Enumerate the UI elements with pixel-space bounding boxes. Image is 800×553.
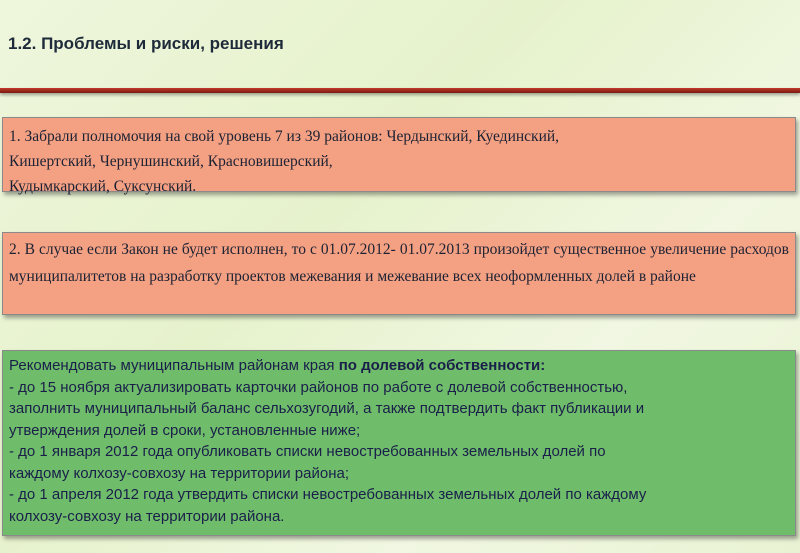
solution-line-3: утверждения долей в сроки, установленные ниже; — [9, 421, 361, 439]
solution-intro-bold: по долевой собственности: — [338, 357, 546, 374]
problem-2-text: 2. В случае если Закон не будет исполнен, то с 01.07.2012- 01.07.2013 произойдет существенное увеличение расходов муниципалитетов на разработку проектов межевания и межевание всех неоформленных долей в районе — [9, 241, 789, 285]
solution-line-4: - до 1 января 2012 года опубликовать списки невостребованных земельных долей по — [9, 443, 606, 460]
solution-line-6: - до 1 апреля 2012 года утвердить списки невостребованных земельных долей по каждому — [9, 486, 647, 503]
solution-line-1: - до 15 ноября актуализировать карточки районов по работе с долевой собственностью, — [9, 378, 628, 396]
slide-title: 1.2. Проблемы и риски, решения — [8, 34, 284, 53]
solution-line-5: каждому колхозу-совхозу на территории района; — [9, 464, 349, 482]
problem-1-line-2: Кишертский, Чернушинский, Красновишерский, — [9, 153, 333, 170]
solution-line-2: заполнить муниципальный баланс сельхозугодий, а также подтвердить факт публикации и — [9, 400, 645, 417]
solution-line-7: колхозу-совхозу на территории района. — [9, 507, 285, 525]
problem-1-line-3: Кудымкарский, Суксунский. — [9, 178, 197, 195]
title-divider — [0, 88, 800, 93]
solution-box — [2, 350, 796, 536]
problem-box-1 — [2, 117, 796, 195]
problem-box-2 — [2, 232, 796, 315]
solution-intro: Рекомендовать муниципальным районам края — [9, 357, 339, 374]
problem-1-line-1: 1. Забрали полномочия на свой уровень 7 из 39 районов: Чердынский, Куединский, — [9, 128, 560, 145]
solution-intro-line — [9, 355, 789, 377]
